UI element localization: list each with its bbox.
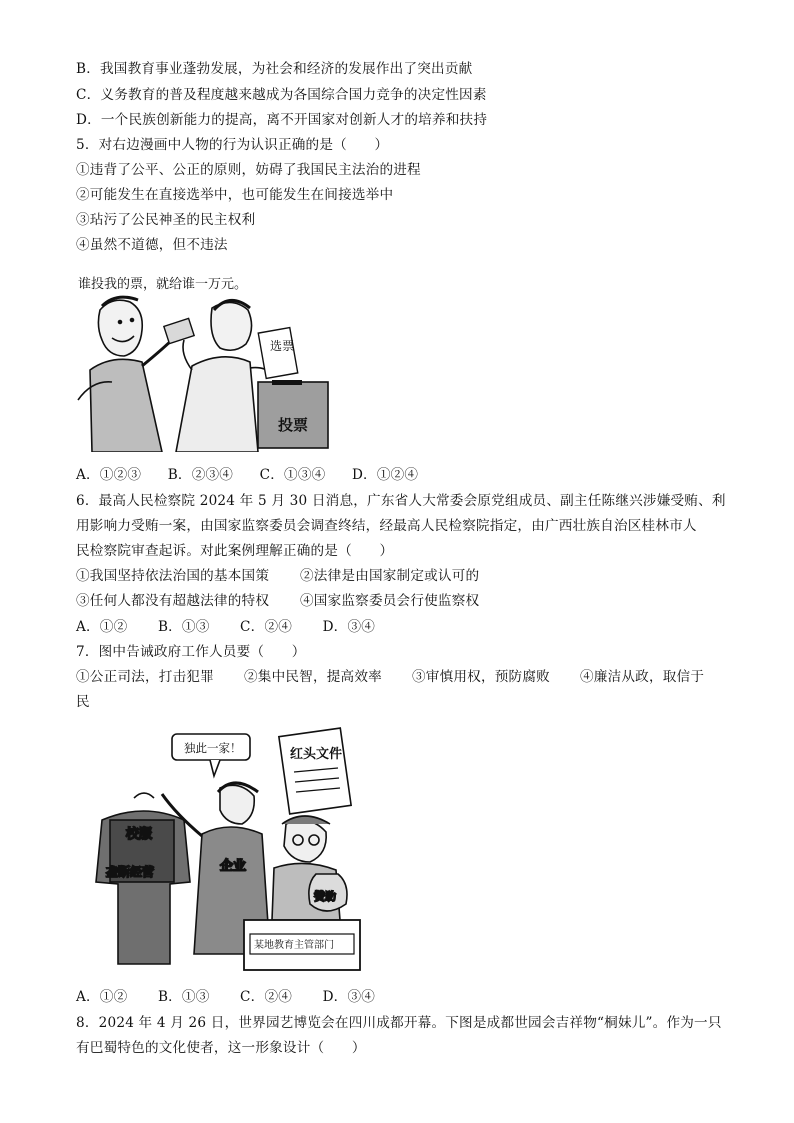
q7-statement-4-wrap: 民 (76, 694, 90, 710)
option-b-text: B．我国教育事业蓬勃发展，为社会和经济的发展作出了突出贡献 (76, 61, 473, 77)
q5-option-b: B．②③④ (167, 467, 234, 483)
q6-statements-row2 (76, 592, 479, 610)
q5-option-a: A．①②③ (76, 467, 142, 483)
question-6-stem-line2: 用影响力受贿一案，由国家监察委员会调查终结，经最高人民检察院指定，由广西壮族自治区桂林市人 (76, 518, 697, 534)
q7-statement-3: ③审慎用权，预防腐败 (412, 669, 550, 685)
q6-option-a: A．①② (76, 619, 128, 635)
q6-statement-1: ①我国坚持依法治国的基本国策 (76, 568, 270, 584)
q6-options (76, 618, 401, 636)
speech-bubble-text: 独此一家！ (184, 741, 242, 755)
q7-option-d: D．③④ (322, 989, 376, 1005)
q7-option-b: B．①③ (157, 989, 210, 1005)
q7-options (76, 988, 401, 1006)
q6-option-c: C．②④ (240, 619, 293, 635)
q5-option-d: D．①②④ (351, 467, 419, 483)
question-7-stem: 7．图中告诫政府工作人员要（ ） (76, 644, 306, 660)
question-5-stem: 5．对右边漫画中人物的行为认识正确的是（ ） (76, 137, 389, 153)
department-sign: 某地教育主管部门 (254, 940, 334, 951)
q7-statement-1: ①公正司法，打击犯罪 (76, 669, 214, 685)
question-8-stem-line2: 有巴蜀特色的文化使者，这一形象设计（ ） (76, 1040, 366, 1056)
ballot-box-label: 投票 (278, 416, 309, 434)
vote-buying-cartoon (72, 270, 334, 452)
q7-statement-4: ④廉洁从政，取信于 (580, 669, 705, 685)
q6-option-b: B．①③ (157, 619, 210, 635)
q6-statements-row1 (76, 567, 479, 585)
q7-option-c: C．②④ (240, 989, 293, 1005)
ballot-paper (258, 328, 298, 379)
cartoon1-caption: 谁投我的票，就给谁一万元。 (78, 277, 248, 292)
left-man-figure (78, 297, 176, 452)
q7-statement-2: ②集中民智，提高效率 (244, 669, 382, 685)
speech-bubble (172, 734, 250, 776)
document-title: 红头文件 (290, 747, 343, 762)
q5-statement-3: ③玷污了公民神圣的民主权利 (76, 212, 256, 228)
ballot-label: 选票 (270, 339, 295, 353)
q7-option-a: A．①② (76, 989, 128, 1005)
uniform-label: 校服 (126, 827, 153, 842)
q6-statement-4: ④国家监察委员会行使监察权 (300, 593, 480, 609)
sponsorship-money-bag (309, 874, 347, 911)
company-label: 企业 (220, 859, 247, 874)
q5-option-c: C．①③④ (259, 467, 326, 483)
question-8-stem-line1: 8．2024 年 4 月 26 日，世界园艺博览会在四川成都开幕。下图是成都世园会吉祥物“桐妹儿”。作为一只 (76, 1015, 722, 1031)
red-header-document (279, 728, 351, 814)
monopoly-label: 垄断经营 (106, 865, 155, 879)
q5-statement-4: ④虽然不道德，但不违法 (76, 237, 228, 253)
sponsorship-label: 赞助 (314, 890, 336, 903)
question-6-stem-line1: 6．最高人民检察院 2024 年 5 月 30 日消息，广东省人大常委会原党组成员、副主任陈继兴涉嫌受贿、利 (76, 493, 726, 509)
q5-options (76, 466, 440, 484)
q6-statement-3: ③任何人都没有超越法律的特权 (76, 593, 270, 609)
q6-option-d: D．③④ (322, 619, 376, 635)
ballot-box (258, 380, 328, 448)
school-uniform (96, 793, 190, 964)
cash-bundle (164, 318, 194, 343)
option-d-text: D．一个民族创新能力的提高，离不开国家对创新人才的培养和扶持 (76, 112, 488, 128)
question-6-stem-line3: 民检察院审查起诉。对此案例理解正确的是（ ） (76, 543, 394, 559)
department-desk (244, 920, 360, 970)
q5-statement-2: ②可能发生在直接选举中，也可能发生在间接选举中 (76, 187, 394, 203)
q6-statement-2: ②法律是由国家制定或认可的 (300, 568, 480, 584)
q7-statements-row (76, 668, 704, 686)
school-uniform-monopoly-cartoon (74, 724, 374, 974)
option-c-text: C．义务教育的普及程度越来越成为各国综合国力竞争的决定性因素 (76, 87, 487, 103)
q5-statement-1: ①违背了公平、公正的原则，妨碍了我国民主法治的进程 (76, 162, 421, 178)
